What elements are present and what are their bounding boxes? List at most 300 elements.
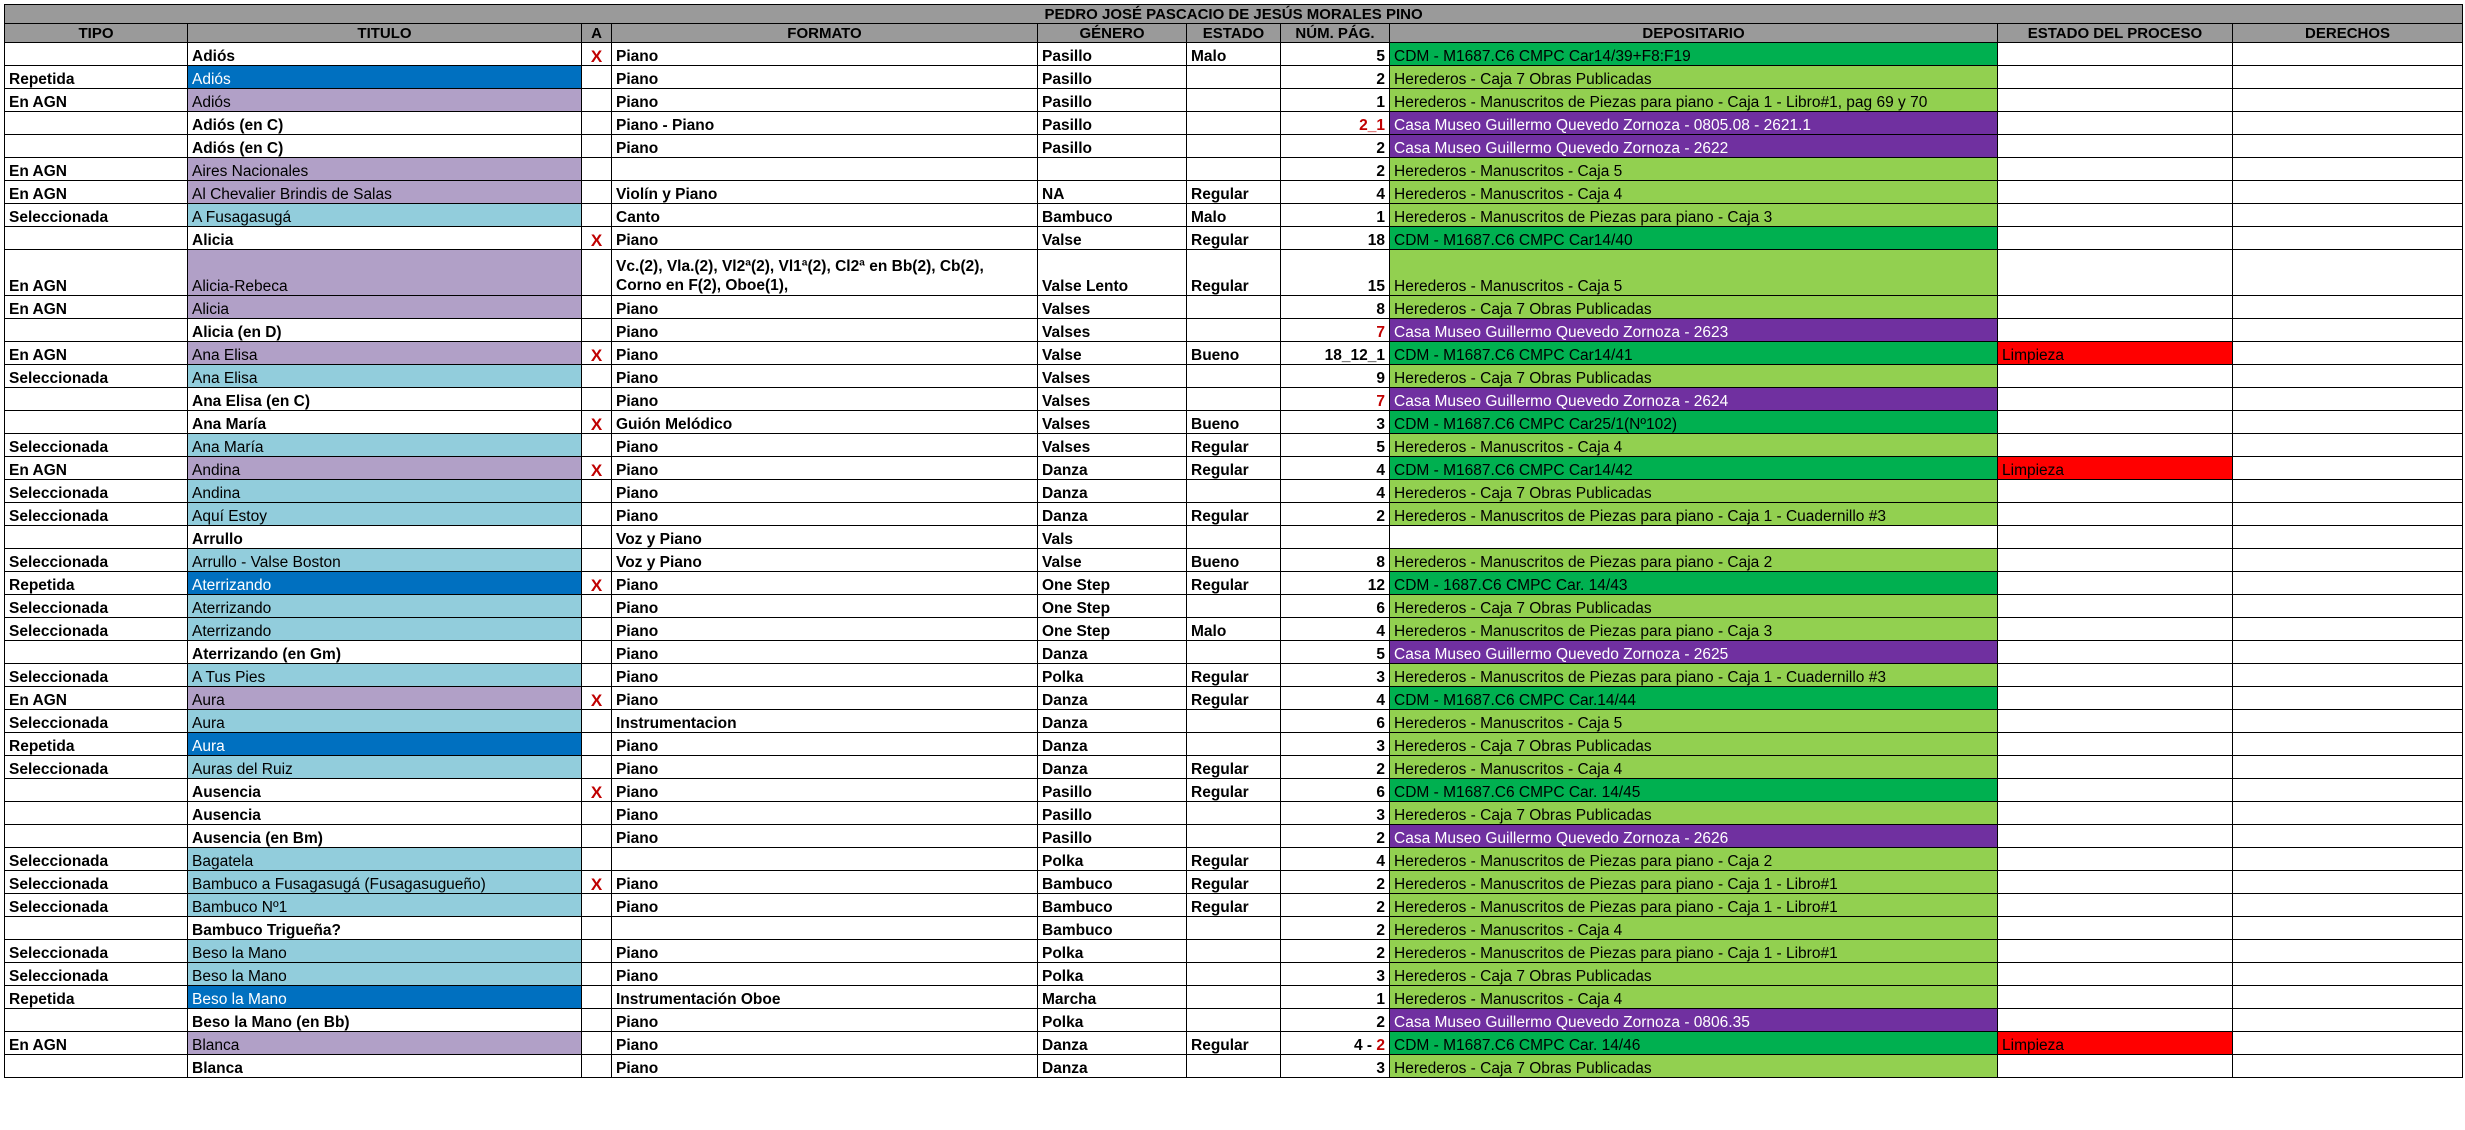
cell-estado-proceso[interactable]: Limpieza	[1998, 457, 2233, 480]
cell-formato[interactable]: Piano	[612, 1055, 1038, 1078]
cell-tipo[interactable]	[5, 1055, 188, 1078]
cell-formato[interactable]: Piano	[612, 1032, 1038, 1055]
cell-num-pag[interactable]	[1281, 1055, 1390, 1078]
cell-depositario[interactable]: Casa Museo Guillermo Quevedo Zornoza - 2625	[1390, 641, 1998, 664]
cell-titulo[interactable]: Al Chevalier Brindis de Salas	[188, 181, 582, 204]
cell-genero[interactable]: Valses	[1038, 365, 1187, 388]
cell-estado[interactable]	[1187, 89, 1281, 112]
cell-derechos[interactable]	[2233, 825, 2463, 848]
cell-titulo[interactable]: A Fusagasugá	[188, 204, 582, 227]
cell-tipo[interactable]: Seleccionada	[5, 549, 188, 572]
cell-estado-proceso[interactable]	[1998, 388, 2233, 411]
cell-estado-proceso[interactable]	[1998, 227, 2233, 250]
cell-titulo[interactable]: Adiós (en C)	[188, 112, 582, 135]
cell-formato[interactable]: Piano	[612, 319, 1038, 342]
cell-num-pag[interactable]	[1281, 595, 1390, 618]
cell-derechos[interactable]	[2233, 135, 2463, 158]
cell-formato[interactable]: Piano	[612, 296, 1038, 319]
col-header-depositario[interactable]: DEPOSITARIO	[1390, 24, 1998, 43]
cell-derechos[interactable]	[2233, 986, 2463, 1009]
cell-tipo[interactable]	[5, 1009, 188, 1032]
cell-estado[interactable]	[1187, 963, 1281, 986]
cell-a-mark[interactable]	[582, 963, 612, 986]
cell-formato[interactable]: Voz y Piano	[612, 526, 1038, 549]
cell-formato[interactable]: Vc.(2), Vla.(2), Vl2ª(2), Vl1ª(2), Cl2ª en Bb(2), Cb(2), Corno en F(2), Oboe(1),	[612, 250, 1038, 296]
cell-depositario[interactable]: Herederos - Caja 7 Obras Publicadas	[1390, 365, 1998, 388]
cell-formato[interactable]: Piano	[612, 894, 1038, 917]
cell-estado-proceso[interactable]	[1998, 181, 2233, 204]
cell-derechos[interactable]	[2233, 572, 2463, 595]
cell-tipo[interactable]	[5, 112, 188, 135]
cell-genero[interactable]: Polka	[1038, 664, 1187, 687]
cell-estado[interactable]	[1187, 595, 1281, 618]
cell-derechos[interactable]	[2233, 365, 2463, 388]
cell-titulo[interactable]: Ana Elisa	[188, 365, 582, 388]
cell-genero[interactable]	[1038, 158, 1187, 181]
cell-depositario[interactable]: Herederos - Manuscritos de Piezas para piano - Caja 1 - Libro#1, pag 69 y 70	[1390, 89, 1998, 112]
cell-tipo[interactable]: Seleccionada	[5, 940, 188, 963]
cell-estado-proceso[interactable]	[1998, 112, 2233, 135]
cell-depositario[interactable]: Herederos - Manuscritos - Caja 4	[1390, 434, 1998, 457]
cell-num-pag[interactable]	[1281, 503, 1390, 526]
cell-genero[interactable]: Danza	[1038, 733, 1187, 756]
cell-derechos[interactable]	[2233, 204, 2463, 227]
cell-estado[interactable]	[1187, 641, 1281, 664]
cell-estado[interactable]: Regular	[1187, 664, 1281, 687]
cell-derechos[interactable]	[2233, 549, 2463, 572]
cell-depositario[interactable]: CDM - M1687.C6 CMPC Car14/40	[1390, 227, 1998, 250]
cell-a-mark[interactable]	[582, 595, 612, 618]
cell-tipo[interactable]	[5, 917, 188, 940]
cell-estado-proceso[interactable]	[1998, 250, 2233, 296]
cell-estado[interactable]: Malo	[1187, 618, 1281, 641]
cell-estado-proceso[interactable]	[1998, 43, 2233, 66]
cell-titulo[interactable]: Aura	[188, 733, 582, 756]
cell-estado[interactable]: Regular	[1187, 572, 1281, 595]
cell-estado-proceso[interactable]	[1998, 618, 2233, 641]
cell-estado[interactable]: Malo	[1187, 43, 1281, 66]
cell-a-mark[interactable]	[582, 89, 612, 112]
cell-formato[interactable]: Piano	[612, 733, 1038, 756]
col-header-derechos[interactable]: DERECHOS	[2233, 24, 2463, 43]
cell-derechos[interactable]	[2233, 181, 2463, 204]
cell-depositario[interactable]: Herederos - Caja 7 Obras Publicadas	[1390, 296, 1998, 319]
cell-estado[interactable]	[1187, 296, 1281, 319]
cell-depositario[interactable]: Herederos - Manuscritos de Piezas para piano - Caja 2	[1390, 848, 1998, 871]
cell-a-mark[interactable]: X	[582, 871, 612, 894]
cell-derechos[interactable]	[2233, 342, 2463, 365]
cell-formato[interactable]	[612, 158, 1038, 181]
cell-a-mark[interactable]	[582, 1032, 612, 1055]
cell-estado-proceso[interactable]	[1998, 986, 2233, 1009]
cell-formato[interactable]	[612, 917, 1038, 940]
cell-num-pag[interactable]	[1281, 756, 1390, 779]
cell-depositario[interactable]: Herederos - Manuscritos - Caja 4	[1390, 917, 1998, 940]
cell-tipo[interactable]: Seleccionada	[5, 434, 188, 457]
cell-tipo[interactable]: En AGN	[5, 89, 188, 112]
cell-titulo[interactable]: Aura	[188, 710, 582, 733]
cell-num-pag[interactable]	[1281, 618, 1390, 641]
cell-genero[interactable]: Valses	[1038, 296, 1187, 319]
cell-derechos[interactable]	[2233, 250, 2463, 296]
cell-formato[interactable]: Piano	[612, 756, 1038, 779]
cell-depositario[interactable]: Casa Museo Guillermo Quevedo Zornoza - 2622	[1390, 135, 1998, 158]
cell-derechos[interactable]	[2233, 963, 2463, 986]
cell-titulo[interactable]: Ausencia (en Bm)	[188, 825, 582, 848]
cell-num-pag[interactable]	[1281, 825, 1390, 848]
cell-estado[interactable]	[1187, 526, 1281, 549]
cell-tipo[interactable]	[5, 779, 188, 802]
cell-num-pag[interactable]	[1281, 480, 1390, 503]
cell-num-pag[interactable]	[1281, 733, 1390, 756]
cell-genero[interactable]: Pasillo	[1038, 802, 1187, 825]
cell-derechos[interactable]	[2233, 296, 2463, 319]
cell-depositario[interactable]: Herederos - Manuscritos de Piezas para piano - Caja 3	[1390, 204, 1998, 227]
cell-estado-proceso[interactable]	[1998, 296, 2233, 319]
cell-depositario[interactable]: Herederos - Manuscritos - Caja 4	[1390, 756, 1998, 779]
cell-tipo[interactable]	[5, 825, 188, 848]
cell-formato[interactable]: Piano	[612, 503, 1038, 526]
cell-num-pag[interactable]	[1281, 158, 1390, 181]
cell-depositario[interactable]: Herederos - Manuscritos de Piezas para piano - Caja 1 - Cuadernillo #3	[1390, 664, 1998, 687]
cell-estado[interactable]	[1187, 802, 1281, 825]
cell-estado[interactable]	[1187, 825, 1281, 848]
cell-formato[interactable]: Piano	[612, 664, 1038, 687]
cell-estado-proceso[interactable]	[1998, 894, 2233, 917]
cell-depositario[interactable]: CDM - 1687.C6 CMPC Car. 14/43	[1390, 572, 1998, 595]
cell-titulo[interactable]: Ana María	[188, 411, 582, 434]
cell-a-mark[interactable]	[582, 848, 612, 871]
cell-tipo[interactable]: Seleccionada	[5, 503, 188, 526]
cell-formato[interactable]: Piano	[612, 963, 1038, 986]
cell-formato[interactable]: Piano	[612, 388, 1038, 411]
cell-genero[interactable]: Vals	[1038, 526, 1187, 549]
cell-a-mark[interactable]	[582, 296, 612, 319]
cell-num-pag[interactable]	[1281, 411, 1390, 434]
cell-tipo[interactable]	[5, 135, 188, 158]
cell-a-mark[interactable]: X	[582, 457, 612, 480]
cell-formato[interactable]: Piano	[612, 43, 1038, 66]
cell-estado-proceso[interactable]	[1998, 779, 2233, 802]
cell-a-mark[interactable]	[582, 1055, 612, 1078]
cell-tipo[interactable]: En AGN	[5, 181, 188, 204]
cell-titulo[interactable]: Alicia-Rebeca	[188, 250, 582, 296]
cell-derechos[interactable]	[2233, 43, 2463, 66]
cell-num-pag[interactable]	[1281, 917, 1390, 940]
cell-estado[interactable]: Regular	[1187, 434, 1281, 457]
cell-num-pag[interactable]	[1281, 664, 1390, 687]
cell-estado[interactable]: Regular	[1187, 250, 1281, 296]
cell-titulo[interactable]: Auras del Ruiz	[188, 756, 582, 779]
cell-formato[interactable]: Piano	[612, 457, 1038, 480]
cell-genero[interactable]: Valses	[1038, 411, 1187, 434]
col-header-genero[interactable]: GÉNERO	[1038, 24, 1187, 43]
col-header-num-pag[interactable]: NÚM. PÁG.	[1281, 24, 1390, 43]
cell-estado-proceso[interactable]	[1998, 595, 2233, 618]
cell-depositario[interactable]: Herederos - Manuscritos de Piezas para piano - Caja 1 - Cuadernillo #3	[1390, 503, 1998, 526]
cell-a-mark[interactable]	[582, 710, 612, 733]
cell-titulo[interactable]: Beso la Mano (en Bb)	[188, 1009, 582, 1032]
cell-depositario[interactable]: CDM - M1687.C6 CMPC Car.14/44	[1390, 687, 1998, 710]
cell-genero[interactable]: Valses	[1038, 319, 1187, 342]
cell-derechos[interactable]	[2233, 503, 2463, 526]
cell-genero[interactable]: Pasillo	[1038, 89, 1187, 112]
col-header-a[interactable]: A	[582, 24, 612, 43]
cell-num-pag[interactable]	[1281, 802, 1390, 825]
cell-a-mark[interactable]	[582, 181, 612, 204]
cell-depositario[interactable]: Casa Museo Guillermo Quevedo Zornoza - 0805.08 - 2621.1	[1390, 112, 1998, 135]
cell-titulo[interactable]: Ana Elisa (en C)	[188, 388, 582, 411]
cell-derechos[interactable]	[2233, 779, 2463, 802]
cell-formato[interactable]: Piano	[612, 365, 1038, 388]
cell-a-mark[interactable]	[582, 733, 612, 756]
cell-derechos[interactable]	[2233, 457, 2463, 480]
cell-depositario[interactable]: Herederos - Caja 7 Obras Publicadas	[1390, 66, 1998, 89]
cell-tipo[interactable]: Seleccionada	[5, 894, 188, 917]
cell-genero[interactable]: Valse Lento	[1038, 250, 1187, 296]
cell-genero[interactable]: Pasillo	[1038, 66, 1187, 89]
cell-num-pag[interactable]	[1281, 388, 1390, 411]
cell-estado-proceso[interactable]	[1998, 687, 2233, 710]
cell-derechos[interactable]	[2233, 480, 2463, 503]
cell-derechos[interactable]	[2233, 894, 2463, 917]
cell-depositario[interactable]: Casa Museo Guillermo Quevedo Zornoza - 2623	[1390, 319, 1998, 342]
cell-titulo[interactable]: Aterrizando	[188, 595, 582, 618]
cell-formato[interactable]: Piano	[612, 135, 1038, 158]
cell-num-pag[interactable]	[1281, 1009, 1390, 1032]
cell-derechos[interactable]	[2233, 664, 2463, 687]
cell-estado[interactable]: Bueno	[1187, 549, 1281, 572]
cell-derechos[interactable]	[2233, 227, 2463, 250]
cell-estado[interactable]	[1187, 319, 1281, 342]
cell-a-mark[interactable]	[582, 1009, 612, 1032]
cell-depositario[interactable]: Casa Museo Guillermo Quevedo Zornoza - 2626	[1390, 825, 1998, 848]
cell-estado-proceso[interactable]	[1998, 848, 2233, 871]
cell-titulo[interactable]: Adiós (en C)	[188, 135, 582, 158]
cell-titulo[interactable]: Adiós	[188, 66, 582, 89]
cell-a-mark[interactable]	[582, 319, 612, 342]
cell-estado-proceso[interactable]	[1998, 434, 2233, 457]
cell-derechos[interactable]	[2233, 802, 2463, 825]
cell-formato[interactable]: Piano	[612, 1009, 1038, 1032]
cell-depositario[interactable]: Herederos - Manuscritos de Piezas para piano - Caja 1 - Libro#1	[1390, 871, 1998, 894]
cell-num-pag[interactable]	[1281, 572, 1390, 595]
cell-depositario[interactable]: Herederos - Manuscritos - Caja 4	[1390, 986, 1998, 1009]
cell-estado[interactable]	[1187, 365, 1281, 388]
cell-derechos[interactable]	[2233, 733, 2463, 756]
cell-genero[interactable]: NA	[1038, 181, 1187, 204]
cell-num-pag[interactable]	[1281, 894, 1390, 917]
cell-genero[interactable]: Valses	[1038, 434, 1187, 457]
cell-num-pag[interactable]	[1281, 549, 1390, 572]
cell-a-mark[interactable]	[582, 158, 612, 181]
cell-estado[interactable]: Regular	[1187, 848, 1281, 871]
cell-titulo[interactable]: Andina	[188, 480, 582, 503]
cell-tipo[interactable]: Seleccionada	[5, 848, 188, 871]
cell-a-mark[interactable]	[582, 526, 612, 549]
cell-a-mark[interactable]	[582, 480, 612, 503]
cell-derechos[interactable]	[2233, 756, 2463, 779]
cell-estado-proceso[interactable]	[1998, 825, 2233, 848]
cell-tipo[interactable]	[5, 388, 188, 411]
cell-estado-proceso[interactable]	[1998, 641, 2233, 664]
cell-tipo[interactable]: Seleccionada	[5, 710, 188, 733]
cell-derechos[interactable]	[2233, 319, 2463, 342]
cell-num-pag[interactable]	[1281, 434, 1390, 457]
cell-estado[interactable]: Regular	[1187, 503, 1281, 526]
cell-genero[interactable]: Danza	[1038, 457, 1187, 480]
cell-a-mark[interactable]	[582, 112, 612, 135]
cell-titulo[interactable]: Alicia	[188, 227, 582, 250]
cell-num-pag[interactable]	[1281, 687, 1390, 710]
cell-derechos[interactable]	[2233, 158, 2463, 181]
cell-estado-proceso[interactable]: Limpieza	[1998, 1032, 2233, 1055]
cell-genero[interactable]: Polka	[1038, 848, 1187, 871]
cell-estado[interactable]	[1187, 710, 1281, 733]
cell-estado-proceso[interactable]	[1998, 319, 2233, 342]
cell-genero[interactable]: Danza	[1038, 756, 1187, 779]
cell-derechos[interactable]	[2233, 1009, 2463, 1032]
cell-formato[interactable]: Instrumentación Oboe	[612, 986, 1038, 1009]
cell-num-pag[interactable]	[1281, 181, 1390, 204]
cell-titulo[interactable]: Bagatela	[188, 848, 582, 871]
cell-estado-proceso[interactable]	[1998, 89, 2233, 112]
cell-titulo[interactable]: Aterrizando (en Gm)	[188, 641, 582, 664]
cell-formato[interactable]: Piano	[612, 825, 1038, 848]
cell-estado-proceso[interactable]	[1998, 66, 2233, 89]
cell-num-pag[interactable]	[1281, 296, 1390, 319]
cell-derechos[interactable]	[2233, 434, 2463, 457]
cell-depositario[interactable]: CDM - M1687.C6 CMPC Car14/41	[1390, 342, 1998, 365]
cell-num-pag[interactable]	[1281, 940, 1390, 963]
cell-estado-proceso[interactable]	[1998, 917, 2233, 940]
cell-estado[interactable]: Regular	[1187, 756, 1281, 779]
cell-formato[interactable]: Piano	[612, 227, 1038, 250]
cell-formato[interactable]: Piano	[612, 595, 1038, 618]
cell-derechos[interactable]	[2233, 66, 2463, 89]
cell-estado[interactable]	[1187, 388, 1281, 411]
cell-genero[interactable]: One Step	[1038, 595, 1187, 618]
cell-tipo[interactable]: En AGN	[5, 1032, 188, 1055]
cell-estado-proceso[interactable]	[1998, 365, 2233, 388]
cell-estado[interactable]	[1187, 158, 1281, 181]
cell-titulo[interactable]: Beso la Mano	[188, 963, 582, 986]
cell-a-mark[interactable]	[582, 917, 612, 940]
cell-formato[interactable]: Instrumentacion	[612, 710, 1038, 733]
cell-estado[interactable]: Regular	[1187, 457, 1281, 480]
cell-estado[interactable]: Malo	[1187, 204, 1281, 227]
cell-depositario[interactable]: Herederos - Manuscritos - Caja 5	[1390, 158, 1998, 181]
cell-num-pag[interactable]	[1281, 43, 1390, 66]
cell-num-pag[interactable]	[1281, 641, 1390, 664]
cell-tipo[interactable]: En AGN	[5, 296, 188, 319]
cell-a-mark[interactable]	[582, 503, 612, 526]
cell-derechos[interactable]	[2233, 641, 2463, 664]
cell-a-mark[interactable]	[582, 825, 612, 848]
col-header-titulo[interactable]: TITULO	[188, 24, 582, 43]
cell-tipo[interactable]: Repetida	[5, 572, 188, 595]
cell-genero[interactable]: Danza	[1038, 641, 1187, 664]
cell-estado-proceso[interactable]	[1998, 733, 2233, 756]
cell-titulo[interactable]: A Tus Pies	[188, 664, 582, 687]
cell-tipo[interactable]: Seleccionada	[5, 963, 188, 986]
cell-num-pag[interactable]	[1281, 89, 1390, 112]
cell-estado[interactable]: Regular	[1187, 1032, 1281, 1055]
cell-derechos[interactable]	[2233, 411, 2463, 434]
cell-a-mark[interactable]	[582, 986, 612, 1009]
cell-formato[interactable]: Piano	[612, 66, 1038, 89]
cell-titulo[interactable]: Adiós	[188, 43, 582, 66]
cell-num-pag[interactable]	[1281, 250, 1390, 296]
cell-estado[interactable]: Regular	[1187, 181, 1281, 204]
cell-genero[interactable]: One Step	[1038, 618, 1187, 641]
cell-formato[interactable]: Piano	[612, 618, 1038, 641]
col-header-estado[interactable]: ESTADO	[1187, 24, 1281, 43]
cell-estado[interactable]	[1187, 986, 1281, 1009]
cell-titulo[interactable]: Ausencia	[188, 802, 582, 825]
cell-tipo[interactable]: En AGN	[5, 158, 188, 181]
cell-a-mark[interactable]	[582, 802, 612, 825]
cell-derechos[interactable]	[2233, 710, 2463, 733]
cell-estado[interactable]: Bueno	[1187, 342, 1281, 365]
cell-genero[interactable]: Danza	[1038, 710, 1187, 733]
cell-titulo[interactable]: Arrullo	[188, 526, 582, 549]
cell-depositario[interactable]: Herederos - Manuscritos de Piezas para piano - Caja 3	[1390, 618, 1998, 641]
cell-estado-proceso[interactable]	[1998, 526, 2233, 549]
cell-formato[interactable]: Guión Melódico	[612, 411, 1038, 434]
cell-a-mark[interactable]: X	[582, 572, 612, 595]
cell-genero[interactable]: Polka	[1038, 1009, 1187, 1032]
cell-a-mark[interactable]	[582, 434, 612, 457]
cell-titulo[interactable]: Bambuco Nº1	[188, 894, 582, 917]
cell-tipo[interactable]	[5, 43, 188, 66]
cell-genero[interactable]: Pasillo	[1038, 825, 1187, 848]
cell-a-mark[interactable]	[582, 66, 612, 89]
cell-estado-proceso[interactable]	[1998, 135, 2233, 158]
cell-estado[interactable]: Bueno	[1187, 411, 1281, 434]
cell-estado-proceso[interactable]	[1998, 1055, 2233, 1078]
cell-estado[interactable]	[1187, 1009, 1281, 1032]
cell-estado-proceso[interactable]	[1998, 802, 2233, 825]
cell-estado[interactable]	[1187, 940, 1281, 963]
col-header-estado-proceso[interactable]: ESTADO DEL PROCESO	[1998, 24, 2233, 43]
cell-num-pag[interactable]	[1281, 986, 1390, 1009]
cell-genero[interactable]: Danza	[1038, 503, 1187, 526]
cell-formato[interactable]: Piano	[612, 779, 1038, 802]
cell-estado[interactable]: Regular	[1187, 894, 1281, 917]
cell-derechos[interactable]	[2233, 687, 2463, 710]
cell-tipo[interactable]: Seleccionada	[5, 480, 188, 503]
cell-depositario[interactable]: Herederos - Manuscritos de Piezas para piano - Caja 1 - Libro#1	[1390, 940, 1998, 963]
cell-formato[interactable]: Violín y Piano	[612, 181, 1038, 204]
cell-estado-proceso[interactable]	[1998, 710, 2233, 733]
cell-tipo[interactable]	[5, 411, 188, 434]
cell-estado-proceso[interactable]	[1998, 1009, 2233, 1032]
cell-tipo[interactable]: Seleccionada	[5, 365, 188, 388]
cell-estado-proceso[interactable]	[1998, 411, 2233, 434]
cell-estado[interactable]	[1187, 917, 1281, 940]
cell-genero[interactable]: Bambuco	[1038, 871, 1187, 894]
cell-depositario[interactable]: Herederos - Caja 7 Obras Publicadas	[1390, 963, 1998, 986]
cell-depositario[interactable]: Herederos - Manuscritos de Piezas para piano - Caja 1 - Libro#1	[1390, 894, 1998, 917]
col-header-formato[interactable]: FORMATO	[612, 24, 1038, 43]
cell-genero[interactable]: Bambuco	[1038, 894, 1187, 917]
cell-derechos[interactable]	[2233, 526, 2463, 549]
cell-tipo[interactable]: Repetida	[5, 986, 188, 1009]
cell-genero[interactable]: Pasillo	[1038, 112, 1187, 135]
cell-derechos[interactable]	[2233, 595, 2463, 618]
cell-estado-proceso[interactable]	[1998, 549, 2233, 572]
